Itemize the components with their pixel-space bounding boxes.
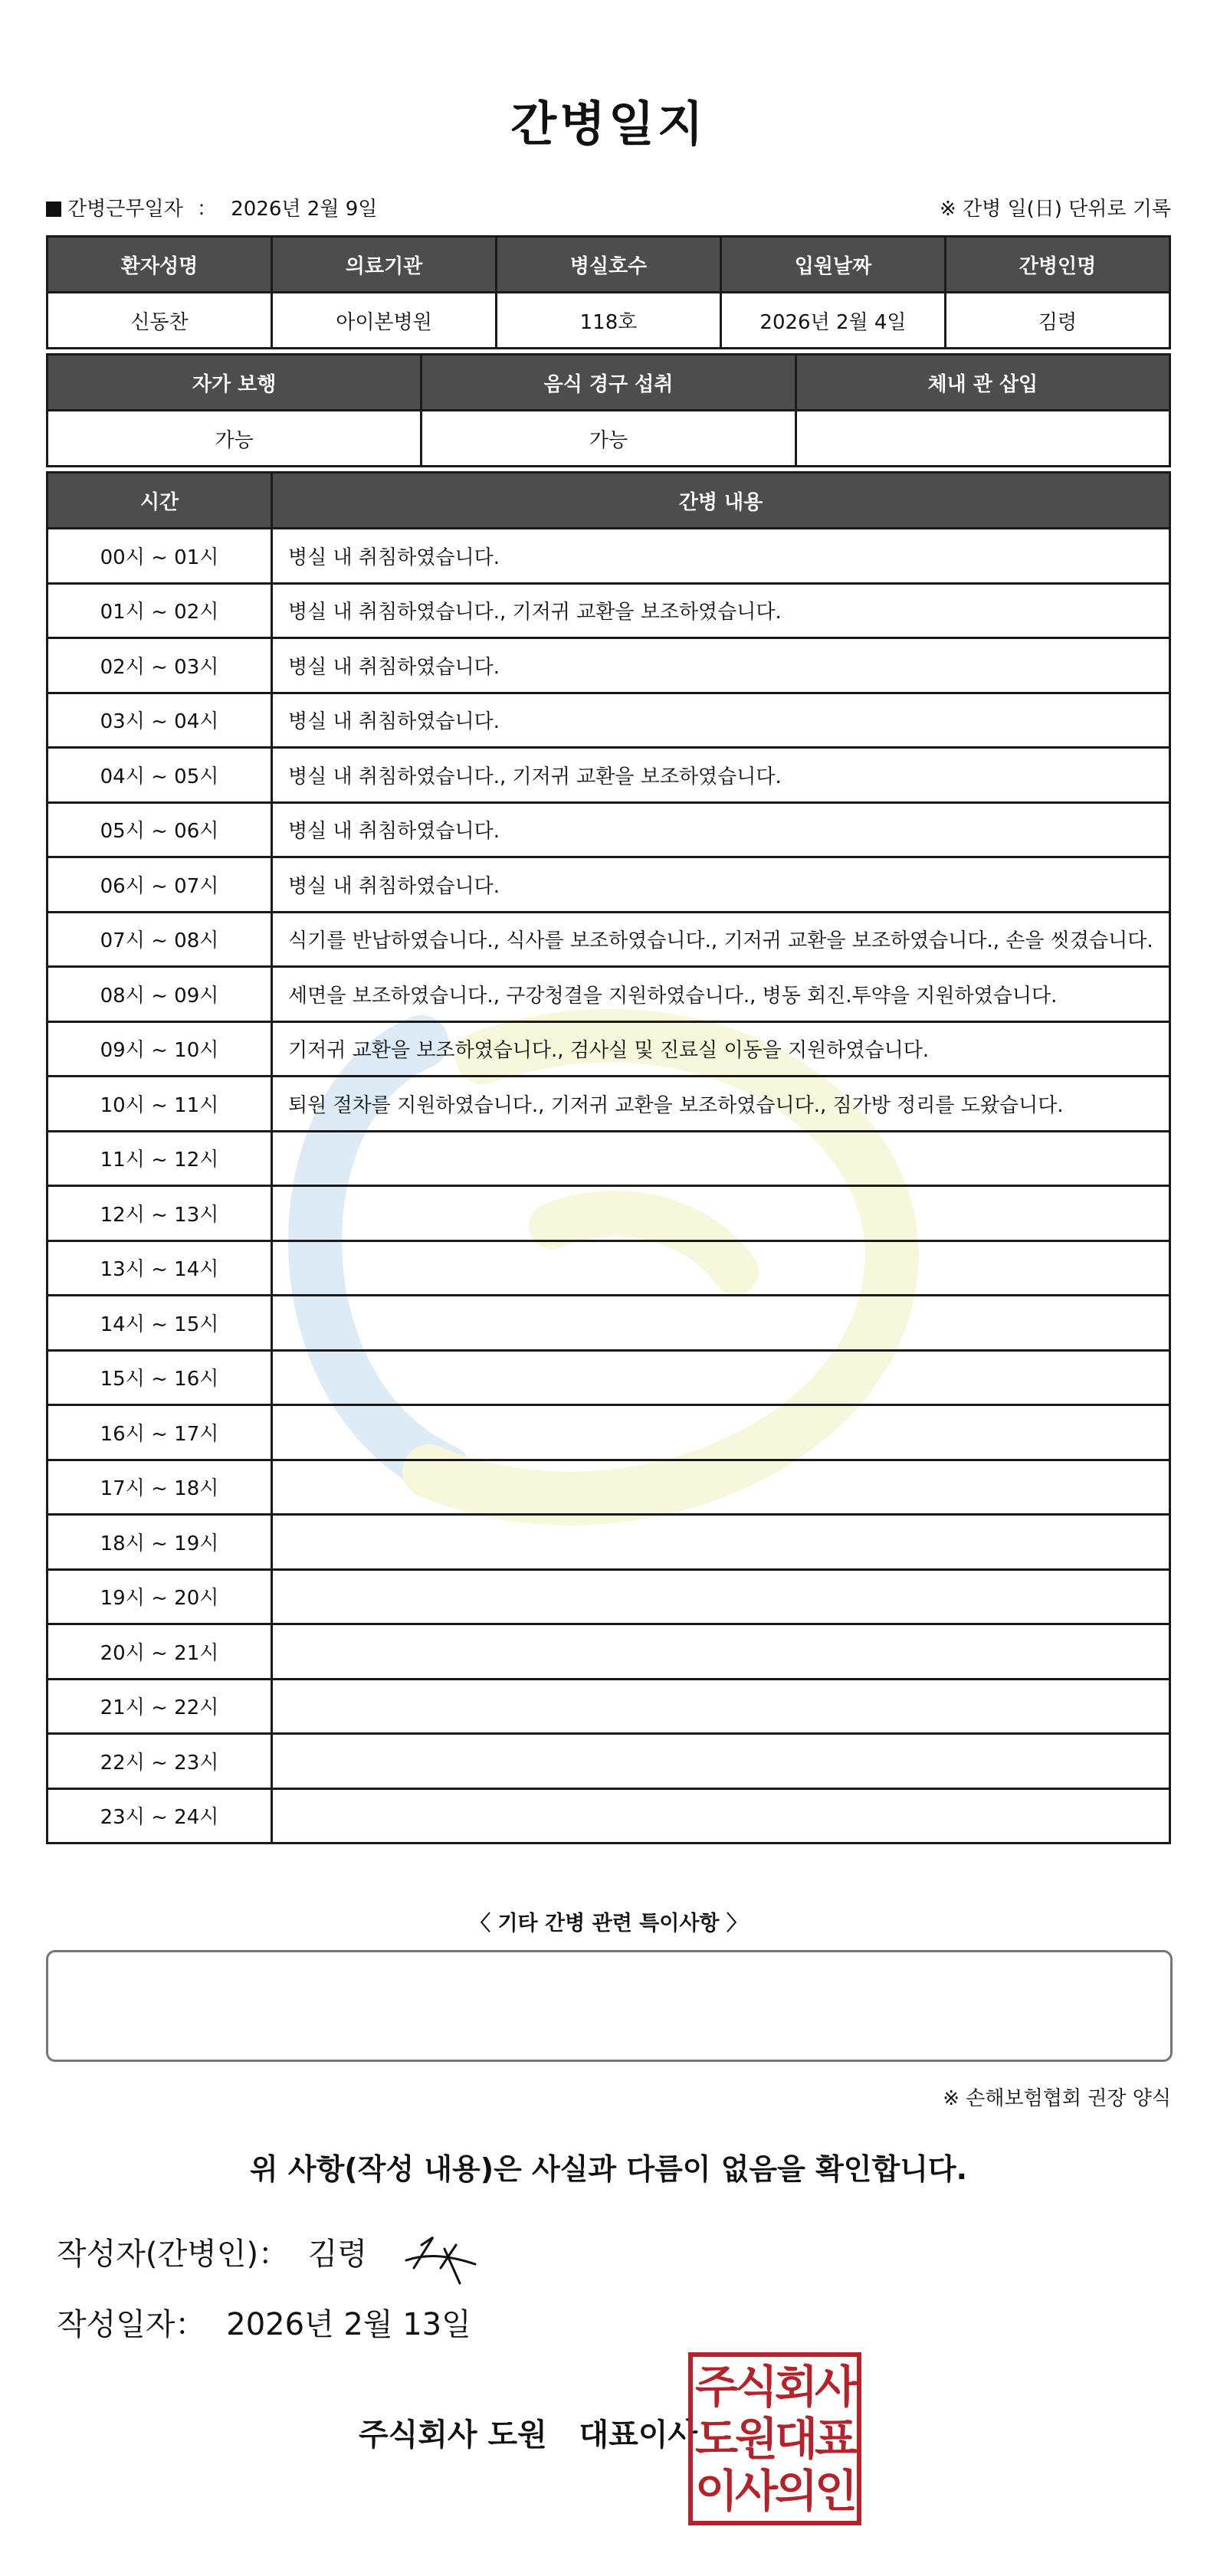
confirmation-statement: 위 사항(작성 내용)은 사실과 다름이 없음을 확인합니다. <box>249 2152 968 2186</box>
care-content <box>272 1515 1170 1570</box>
care-content <box>272 1460 1170 1515</box>
table-row <box>48 1788 1170 1844</box>
table-row <box>48 1569 1170 1624</box>
hospital: 아이본병원 <box>272 293 497 349</box>
self-walking: 가능 <box>48 411 422 467</box>
table-row <box>48 693 1170 748</box>
care-content <box>272 1240 1170 1296</box>
table-row <box>48 1734 1170 1789</box>
care-content: 기저귀 교환을 보조하였습니다., 검사실 및 진료실 이동을 지원하였습니다. <box>272 1021 1170 1077</box>
care-content <box>272 1569 1170 1624</box>
tube-insertion <box>795 411 1169 467</box>
date-value: 2026년 2월 13일 <box>226 2307 471 2342</box>
table-row <box>48 638 1170 693</box>
care-content: 병실 내 취침하였습니다., 기저귀 교환을 보조하였습니다. <box>272 748 1170 803</box>
date-label: 작성일자： <box>57 2307 206 2342</box>
author-label: 작성자(간병인)： <box>57 2237 290 2272</box>
time-slot: 03시 ~ 04시 <box>48 693 272 748</box>
work-date-separator: ： <box>196 198 217 221</box>
table-row <box>48 529 1170 584</box>
time-slot: 01시 ~ 02시 <box>48 583 272 638</box>
time-slot: 04시 ~ 05시 <box>48 748 272 803</box>
care-content <box>272 1131 1170 1186</box>
author-line <box>57 2230 367 2273</box>
patient-status-table <box>46 353 1171 467</box>
table-row <box>48 1131 1170 1186</box>
time-slot: 00시 ~ 01시 <box>48 529 272 584</box>
table-row <box>48 912 1170 967</box>
care-content <box>272 1734 1170 1789</box>
document-title: 간병일지 <box>510 96 707 152</box>
header-caregiver-name: 간병인명 <box>946 237 1170 293</box>
time-slot: 21시 ~ 22시 <box>48 1679 272 1734</box>
company-seal <box>688 2352 861 2525</box>
company-representative: 주식회사 도원 대표이사 <box>359 2417 698 2453</box>
table-row <box>48 1624 1170 1680</box>
table-row <box>48 583 1170 638</box>
table-row <box>48 1679 1170 1734</box>
work-date <box>46 193 377 221</box>
oral-intake: 가능 <box>422 411 795 467</box>
patient-info-table <box>46 235 1171 349</box>
room-number: 118호 <box>497 293 721 349</box>
table-row <box>48 1186 1170 1241</box>
work-date-value: 2026년 2월 9일 <box>231 198 378 221</box>
time-slot: 16시 ~ 17시 <box>48 1405 272 1460</box>
care-content <box>272 1350 1170 1405</box>
table-row <box>48 1405 1170 1460</box>
time-slot: 14시 ~ 15시 <box>48 1296 272 1351</box>
header-room-number: 병실호수 <box>497 237 721 293</box>
date-line <box>57 2300 471 2344</box>
header-tube-insertion: 체내 관 삽입 <box>795 355 1169 411</box>
header-care-content: 간병 내용 <box>272 473 1170 529</box>
care-content: 병실 내 취침하였습니다. <box>272 693 1170 748</box>
time-slot: 10시 ~ 11시 <box>48 1077 272 1132</box>
table-row <box>48 1077 1170 1132</box>
care-content: 병실 내 취침하였습니다., 기저귀 교환을 보조하였습니다. <box>272 583 1170 638</box>
author-name: 김령 <box>307 2237 368 2272</box>
time-slot: 17시 ~ 18시 <box>48 1460 272 1515</box>
care-content <box>272 1296 1170 1351</box>
square-bullet-icon <box>46 202 61 217</box>
time-slot: 02시 ~ 03시 <box>48 638 272 693</box>
care-content: 병실 내 취침하였습니다. <box>272 638 1170 693</box>
care-content <box>272 1186 1170 1241</box>
time-slot: 11시 ~ 12시 <box>48 1131 272 1186</box>
time-slot: 05시 ~ 06시 <box>48 802 272 857</box>
care-content: 식기를 반납하였습니다., 식사를 보조하였습니다., 기저귀 교환을 보조하였습니다., 손을 씻겼습니다. <box>272 912 1170 967</box>
care-content <box>272 1679 1170 1734</box>
table-row <box>48 1350 1170 1405</box>
special-notes-box <box>46 1950 1173 2062</box>
header-hospital: 의료기관 <box>272 237 497 293</box>
table-row <box>48 1296 1170 1351</box>
care-content: 병실 내 취침하였습니다. <box>272 802 1170 857</box>
table-row <box>48 802 1170 857</box>
table-row <box>48 748 1170 803</box>
care-content <box>272 1405 1170 1460</box>
handwritten-signature <box>399 2222 490 2291</box>
time-slot: 07시 ~ 08시 <box>48 912 272 967</box>
header-patient-name: 환자성명 <box>48 237 272 293</box>
caregiver-name: 김령 <box>946 293 1170 349</box>
table-row <box>48 1515 1170 1570</box>
work-date-label: 간병근무일자 <box>67 198 183 221</box>
time-slot: 12시 ~ 13시 <box>48 1186 272 1241</box>
time-slot: 23시 ~ 24시 <box>48 1788 272 1844</box>
care-content: 세면을 보조하였습니다., 구강청결을 지원하였습니다., 병동 회진.투약을 지원하였습니다. <box>272 967 1170 1022</box>
header-oral-intake: 음식 경구 섭취 <box>422 355 795 411</box>
time-slot: 18시 ~ 19시 <box>48 1515 272 1570</box>
record-note: ※ 간병 일(日) 단위로 기록 <box>939 198 1171 221</box>
recommendation-note: ※ 손해보험협회 권장 양식 <box>943 2087 1171 2110</box>
care-content: 퇴원 절차를 지원하였습니다., 기저귀 교환을 보조하였습니다., 짐가방 정리를 도왔습니다. <box>272 1077 1170 1132</box>
patient-name: 신동찬 <box>48 293 272 349</box>
table-row <box>48 1240 1170 1296</box>
care-content: 병실 내 취침하였습니다. <box>272 529 1170 584</box>
care-content: 병실 내 취침하였습니다. <box>272 857 1170 913</box>
time-slot: 15시 ~ 16시 <box>48 1350 272 1405</box>
time-slot: 06시 ~ 07시 <box>48 857 272 913</box>
care-content <box>272 1788 1170 1844</box>
time-slot: 08시 ~ 09시 <box>48 967 272 1022</box>
time-slot: 09시 ~ 10시 <box>48 1021 272 1077</box>
care-log-rows <box>48 529 1170 1844</box>
seal-line: 도원대표 <box>694 2413 855 2465</box>
header-admission-date: 입원날짜 <box>721 237 946 293</box>
care-content <box>272 1624 1170 1680</box>
seal-line: 이사의인 <box>694 2465 855 2517</box>
time-slot: 13시 ~ 14시 <box>48 1240 272 1296</box>
header-self-walking: 자가 보행 <box>48 355 422 411</box>
table-row <box>48 967 1170 1022</box>
time-slot: 19시 ~ 20시 <box>48 1569 272 1624</box>
table-row <box>48 1021 1170 1077</box>
special-notes-title: 〈 기타 간병 관련 특이사항 〉 <box>470 1912 747 1935</box>
time-slot: 22시 ~ 23시 <box>48 1734 272 1789</box>
seal-line: 주식회사 <box>694 2361 855 2413</box>
table-row <box>48 1460 1170 1515</box>
header-time: 시간 <box>48 473 272 529</box>
table-row <box>48 857 1170 913</box>
admission-date: 2026년 2월 4일 <box>721 293 946 349</box>
care-log-table <box>46 471 1171 1844</box>
time-slot: 20시 ~ 21시 <box>48 1624 272 1680</box>
